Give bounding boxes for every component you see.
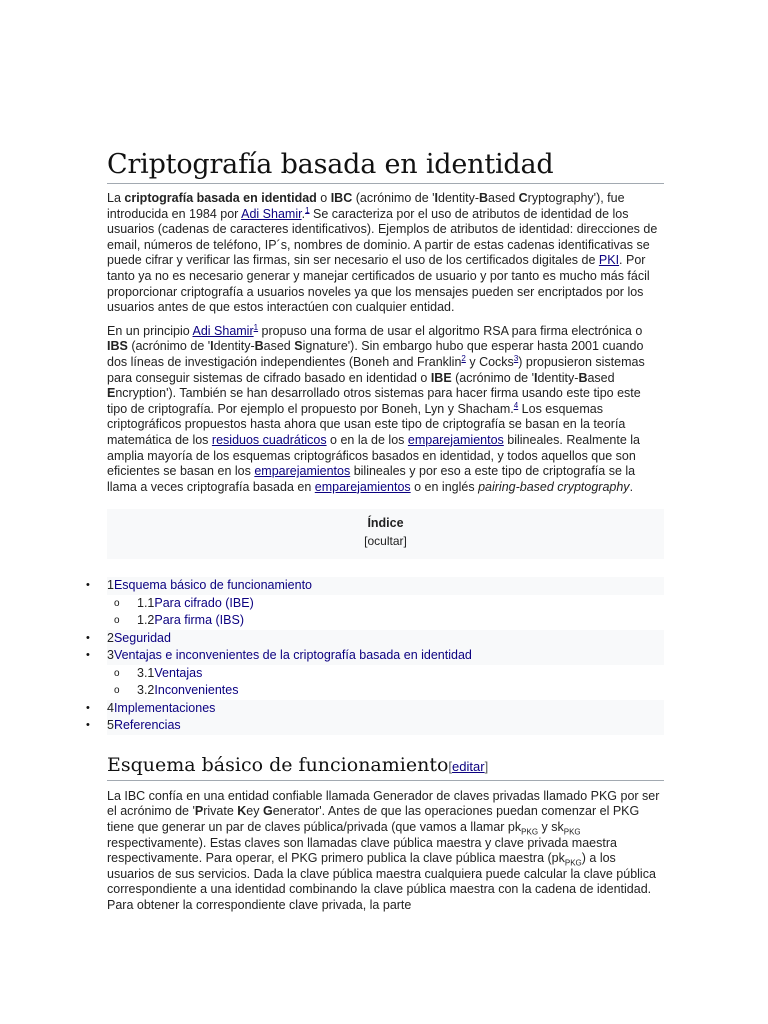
toc-link[interactable]: Para firma (IBS) <box>154 613 244 628</box>
toc-link[interactable]: Implementaciones <box>113 700 216 715</box>
circle-bullet-icon: o <box>114 615 120 627</box>
toc-item-content <box>107 666 202 680</box>
toc-number: 5 <box>107 718 114 733</box>
text: propuso una forma de usar el algoritmo RSA para firma electrónica o <box>258 323 643 338</box>
toc-item-content <box>107 578 312 592</box>
subscript: PKG <box>563 827 581 837</box>
link-emparejamientos[interactable]: emparejamientos <box>314 479 411 494</box>
circle-bullet-icon: o <box>114 685 120 697</box>
subscript: PKG <box>521 827 539 837</box>
link-pki[interactable]: PKI <box>598 253 620 268</box>
text: (acrónimo de ' <box>352 191 435 205</box>
text: En un principio <box>107 323 193 338</box>
italic-term: pairing-based cryptography <box>478 479 630 494</box>
bold-letter: C <box>518 191 528 205</box>
subscript: PKG <box>564 858 582 868</box>
bold-letter: P <box>194 804 204 819</box>
toc-item-content <box>107 648 472 662</box>
text: ryptography'), fue introducida en 1984 por <box>107 191 625 221</box>
text: La IBC confía en una entidad confiable llamada Generador de claves privadas llamado PKG por ser el acrónimo de ' <box>107 788 660 819</box>
text: ased <box>488 191 519 205</box>
toc-number: 1.2 <box>137 613 155 628</box>
circle-bullet-icon: o <box>114 667 120 679</box>
bullet-icon: • <box>86 579 90 592</box>
bold-letter: S <box>294 339 303 354</box>
text: ignature'). Sin embargo hubo que esperar hasta 2001 cuando dos líneas de investigación independientes (Boneh and Franklin <box>107 339 644 369</box>
edit-bracket-open: [ <box>448 758 453 774</box>
section-heading <box>107 753 664 781</box>
bold-letter: B <box>479 191 489 205</box>
text: rivate <box>203 804 238 819</box>
bold-letter: I <box>434 191 439 205</box>
toc-number: 3 <box>107 648 114 663</box>
toc-number: 3.1 <box>137 665 155 680</box>
text: . Por tanto ya no es necesario generar y manejar certificados de usuario y por tanto es mucho más fácil proporcionar criptografía a usuarios noveles ya que los mensajes pueden ser encriptados por los usuarios antes de que estos interactúen con cualquier entidad. <box>107 253 650 315</box>
bold-term: criptografía basada en identidad <box>124 191 317 205</box>
toc-number: 2 <box>107 630 114 645</box>
article <box>86 148 664 914</box>
toc-item[interactable] <box>107 612 664 630</box>
bullet-icon: • <box>86 701 90 714</box>
toc-item-content <box>107 701 215 715</box>
text: bilineales y por eso a este tipo de criptografía se la llama a veces criptografía basada en <box>107 464 636 494</box>
text: ey <box>246 804 263 819</box>
toc-item[interactable] <box>86 717 664 735</box>
bold-letter: G <box>262 804 273 819</box>
toc-item-content <box>107 683 238 697</box>
bold-term: IBE <box>430 370 452 385</box>
toc-number: 1.1 <box>137 595 155 610</box>
section-heading-text: Esquema básico de funcionamiento <box>107 753 449 776</box>
text: (acrónimo de ' <box>127 339 211 354</box>
reference-4-link[interactable]: 4 <box>513 400 519 410</box>
bullet-icon: • <box>86 631 90 644</box>
link-adi-shamir[interactable]: Adi Shamir <box>241 206 302 221</box>
toc-link[interactable]: Inconvenientes <box>154 683 239 698</box>
text: . <box>629 479 634 494</box>
bold-letter: B <box>254 339 264 354</box>
toc-item[interactable] <box>86 700 664 718</box>
text: ncryption'). También se han desarrollado otros sistemas para hacer firma usando este tipo este tipo de criptografía. Por ejemplo el propuesto por Boneh, Lyn y Shacham. <box>107 386 641 416</box>
toc-link[interactable]: Para cifrado (IBE) <box>154 595 254 610</box>
link-residuos-cuadraticos[interactable]: residuos cuadráticos <box>211 432 327 447</box>
bold-letter: I <box>210 339 214 354</box>
text: ased <box>587 370 615 385</box>
toc-title: Índice <box>367 516 404 531</box>
text: o <box>316 191 331 205</box>
toc-item-content <box>107 718 181 732</box>
bold-term: IBS <box>107 339 128 354</box>
reference-3-link[interactable]: 3 <box>513 353 519 363</box>
page-title: Criptografía basada en identidad <box>107 148 664 184</box>
toc-toggle-button[interactable]: [ocultar] <box>364 534 407 549</box>
text: respectivamente). Estas claves son llamadas clave pública maestra y clave privada maestra respectivamente. Para operar, el PKG primero publica la clave pública maestra (pk <box>107 835 617 866</box>
text: Los esquemas criptográficos propuestos hasta ahora que usan este tipo de criptografía se basan en la teoría matemática de los <box>107 401 626 447</box>
toc-item-content <box>107 596 254 610</box>
reference-1-link[interactable]: 1 <box>253 322 259 332</box>
edit-bracket-close: ] <box>484 758 489 774</box>
bullet-icon: • <box>86 719 90 732</box>
toc-number: 4 <box>107 700 114 715</box>
text: (acrónimo de ' <box>451 370 534 385</box>
toc-item[interactable] <box>107 595 664 613</box>
toc-header <box>107 509 664 559</box>
link-emparejamientos[interactable]: emparejamientos <box>254 464 351 479</box>
reference-2-link[interactable]: 2 <box>461 353 466 363</box>
toc-item[interactable] <box>107 665 664 683</box>
toc-item[interactable] <box>86 647 664 665</box>
text: La <box>107 191 125 205</box>
toc-link[interactable]: Ventajas e inconvenientes de la criptografía basada en identidad <box>113 648 472 663</box>
reference-1-link[interactable]: 1 <box>305 205 310 215</box>
toc-link[interactable]: Seguridad <box>113 630 171 645</box>
text: enerator'. Antes de que las operaciones puedan comenzar el PKG tiene que generar un par de claves pública/privada (que vamos a llamar pk <box>107 804 640 834</box>
toc-number: 1 <box>107 578 114 593</box>
text: y sk <box>538 819 564 834</box>
text: ) propusieron sistemas para conseguir sistemas de cifrado basado en identidad o <box>107 354 645 385</box>
intro-paragraph <box>107 191 664 316</box>
text: ased <box>263 339 295 354</box>
toc-list <box>86 577 664 735</box>
toc-item[interactable] <box>107 682 664 700</box>
text: . <box>301 206 306 221</box>
bullet-icon: • <box>86 649 90 662</box>
toc-item-content <box>107 631 171 645</box>
toc-link[interactable]: Ventajas <box>154 665 203 680</box>
bold-letter: B <box>578 370 588 385</box>
text: o en inglés <box>410 479 479 494</box>
link-emparejamientos[interactable]: emparejamientos <box>407 432 504 447</box>
history-paragraph <box>107 324 664 496</box>
bold-term: IBC <box>330 191 353 205</box>
toc-item[interactable] <box>86 630 664 648</box>
text: ) a los usuarios de sus servicios. Dada la clave pública maestra cualquiera puede calcular la clave pública correspondiente a una identidad combinando la clave pública maestra con la cadena de identidad. Para obtener la correspondiente clave privada, la parte <box>107 851 656 912</box>
toc-item-content <box>107 613 244 627</box>
text: o en la de los <box>326 432 408 447</box>
text: dentity- <box>438 191 480 205</box>
link-adi-shamir-2[interactable]: Adi Shamir <box>192 323 254 338</box>
circle-bullet-icon: o <box>114 597 120 609</box>
bold-letter: K <box>237 804 247 819</box>
toc-link[interactable]: Esquema básico de funcionamiento <box>113 578 312 593</box>
text: dentity- <box>537 370 579 385</box>
bold-letter: I <box>533 370 538 385</box>
section-paragraph <box>107 789 664 914</box>
toc-link[interactable]: Referencias <box>113 718 181 733</box>
text: dentity- <box>213 339 255 354</box>
bold-letter: E <box>107 386 116 401</box>
edit-section-link[interactable]: editar <box>452 758 485 774</box>
text: y Cocks <box>465 354 514 369</box>
text: bilineales. Realmente la amplia mayoría de los esquemas criptográficos basados en identidad, y todos aquellos que son eficientes se basan en los <box>107 432 640 479</box>
toc-number: 3.2 <box>137 683 155 698</box>
text: Se caracteriza por el uso de atributos de identidad de los usuarios (cadenas de caracteres identificativos). Ejemplos de atributos de identidad: direcciones de email, números de teléfono, IP´s, nombres de dominio. A partir de estas cadenas identificativas se puede cifrar y verificar las firmas, sin ser necesario el uso de los certificados digitales de <box>107 206 658 268</box>
toc-item[interactable] <box>86 577 664 595</box>
